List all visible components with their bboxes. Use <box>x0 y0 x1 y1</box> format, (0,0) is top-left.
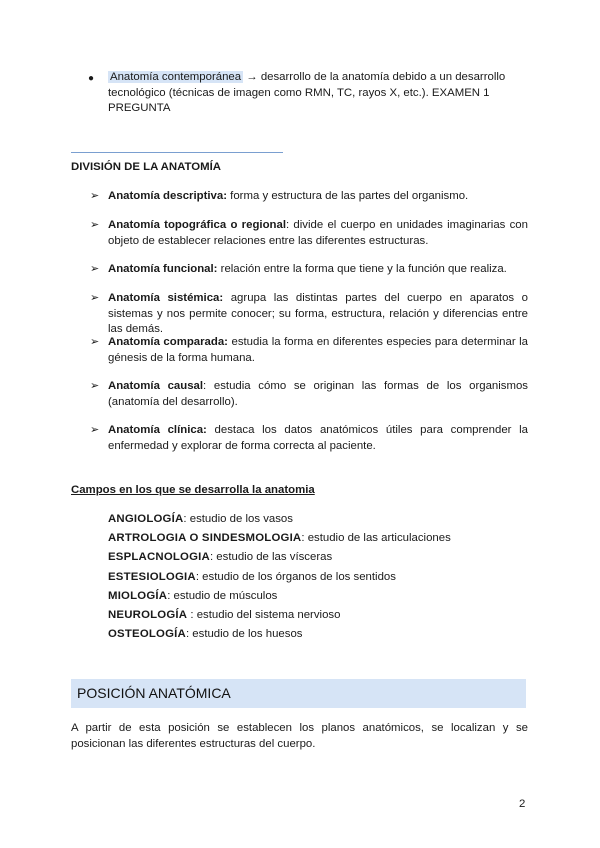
campo-item <box>108 589 277 605</box>
division-item <box>108 291 528 338</box>
division-item-term: Anatomía clínica: <box>108 424 207 436</box>
intro-term: Anatomía contemporánea <box>110 71 242 83</box>
arrow-bullet-icon: ➢ <box>90 380 100 392</box>
campo-term: ANGIOLOGÍA <box>108 513 184 525</box>
bullet-dot-icon: ● <box>88 73 95 84</box>
division-item <box>108 262 528 278</box>
campo-item <box>108 608 340 624</box>
division-item-text: relación entre la forma que tiene y la función que realiza. <box>217 263 507 275</box>
arrow-bullet-icon: ➢ <box>90 292 100 304</box>
campos-heading: Campos en los que se desarrolla la anatomia <box>71 484 315 496</box>
campo-text: : estudio de los vasos <box>183 513 293 525</box>
campo-term: MIOLOGÍA <box>108 590 168 602</box>
intro-line-1: desarrollo de la anatomía debido a un desarrollo <box>260 71 506 83</box>
division-item-term: Anatomía comparada: <box>108 336 228 348</box>
division-item-term: Anatomía funcional: <box>108 263 218 275</box>
campo-term: ESTESIOLOGIA <box>108 571 196 583</box>
intro-paragraph <box>108 70 528 117</box>
campo-text: : estudio de los huesos <box>185 628 303 640</box>
posicion-paragraph: A partir de esta posición se establecen los planos anatómicos, se localizan y se posicionan las diferentes estructuras del cuerpo. <box>71 722 528 750</box>
division-item-text: agrupa las distintas partes del cuerpo en aparatos o sistemas y nos permite conocer; su forma, estructura, relación y diferencias entre las demás. <box>108 292 528 335</box>
division-item-text: : estudia cómo se originan las formas de los organismos (anatomía del desarrollo). <box>108 380 528 408</box>
campo-item <box>108 550 332 566</box>
campo-term: ESPLACNOLOGIA <box>108 551 210 563</box>
section-title: POSICIÓN ANATÓMICA <box>77 685 231 701</box>
division-item-text: destaca los datos anatómicos útiles para comprender la enfermedad y explorar de forma correcta al paciente. <box>108 424 529 452</box>
division-item-term: Anatomía causal <box>108 380 204 392</box>
arrow-bullet-icon: ➢ <box>90 336 100 348</box>
division-item <box>108 379 528 410</box>
arrow-bullet-icon: ➢ <box>90 263 100 275</box>
division-item <box>108 423 528 454</box>
division-item-term: Anatomía descriptiva: <box>108 190 228 202</box>
campo-term: ARTROLOGIA O SINDESMOLOGIA <box>108 532 302 544</box>
campo-text: : estudio de los órganos de los sentidos <box>195 571 396 583</box>
division-item-text: estudia la forma en diferentes especies para determinar la génesis de la forma humana. <box>108 336 529 364</box>
campo-text: : estudio de las articulaciones <box>301 532 451 544</box>
division-item <box>108 189 528 205</box>
campo-item <box>108 512 293 528</box>
intro-arrow: → <box>246 71 258 83</box>
arrow-bullet-icon: ➢ <box>90 219 100 231</box>
campo-term: NEUROLOGÍA <box>108 609 188 621</box>
division-item-text: forma y estructura de las partes del organismo. <box>227 190 469 202</box>
division-item <box>108 218 528 249</box>
campo-text: : estudio de las vísceras <box>209 551 333 563</box>
campo-text: : estudio del sistema nervioso <box>187 609 341 621</box>
arrow-bullet-icon: ➢ <box>90 424 100 436</box>
page-number: 2 <box>519 798 526 810</box>
division-item-text: : divide el cuerpo en unidades imaginarias con objeto de establecer relaciones entre las diferentes estructuras. <box>108 219 528 247</box>
division-item <box>108 335 528 366</box>
intro-line-3: PREGUNTA <box>108 102 171 114</box>
campo-item <box>108 627 302 643</box>
campo-item <box>108 531 451 547</box>
division-item-term: Anatomía topográfica o regional <box>108 219 286 231</box>
heading-rule <box>71 152 283 153</box>
arrow-bullet-icon: ➢ <box>90 190 100 202</box>
campo-item <box>108 570 396 586</box>
intro-line-2: tecnológico (técnicas de imagen como RMN, TC, rayos X, etc.). EXAMEN 1 <box>108 86 490 99</box>
campo-text: : estudio de músculos <box>167 590 278 602</box>
division-item-term: Anatomía sistémica: <box>108 292 224 304</box>
division-heading: DIVISIÓN DE LA ANATOMÍA <box>71 161 221 173</box>
campo-term: OSTEOLOGÍA <box>108 628 186 640</box>
